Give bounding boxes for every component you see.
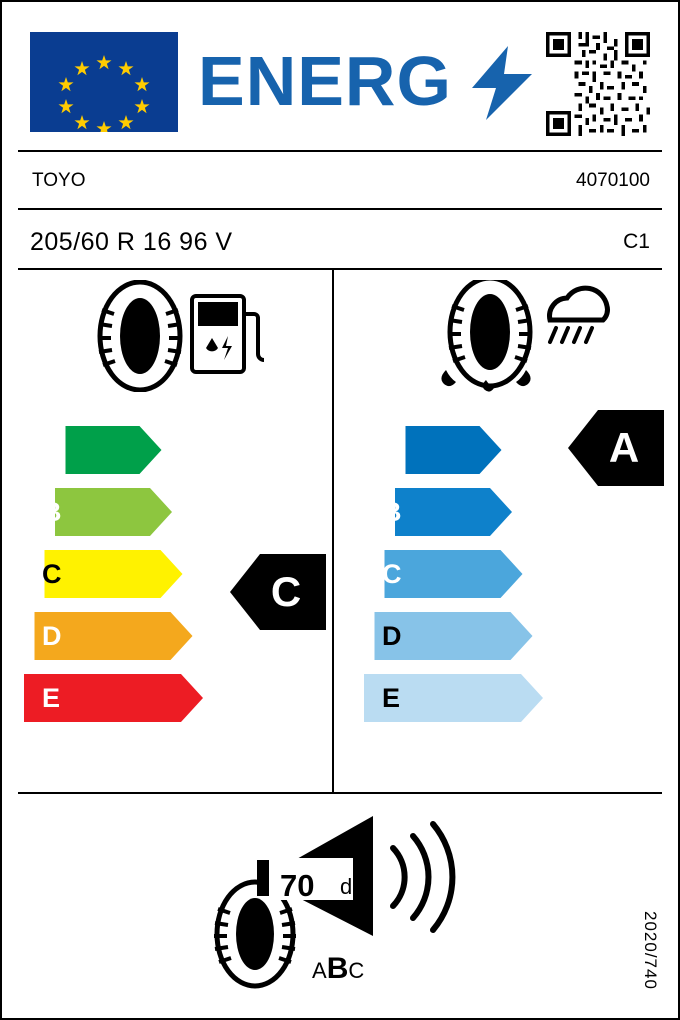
- grade-letter: E: [382, 682, 401, 713]
- grade-label-wrap: [24, 612, 182, 660]
- grade-label-wrap: [24, 550, 162, 598]
- page-title: ENERG: [198, 42, 452, 120]
- fuel-grade-a: [24, 426, 203, 474]
- qr-code-icon: [546, 32, 650, 136]
- wet-grade-e: [364, 674, 543, 722]
- wet-grade-c: [364, 550, 543, 598]
- eu-stars: [30, 32, 178, 132]
- divider-size: [18, 268, 662, 270]
- fuel-pump-icon: [192, 296, 264, 372]
- wet-grip-pictogram: [422, 280, 612, 392]
- tyre-size: 205/60 R 16 96 V: [30, 228, 233, 256]
- grade-letter: E: [42, 682, 61, 713]
- fuel-efficiency-pictogram: [84, 280, 264, 392]
- label-date: 2020/740: [641, 911, 660, 990]
- noise-class-b: B: [326, 952, 349, 985]
- grade-label-wrap: [24, 488, 141, 536]
- grade-letter: C: [382, 558, 402, 589]
- noise-unit: dB: [340, 874, 367, 899]
- divider-center: [332, 268, 334, 792]
- noise-value: 70: [280, 868, 315, 903]
- wet-grade-d: [364, 612, 543, 660]
- rain-cloud-icon: [550, 288, 608, 342]
- wet-grade-a: [364, 426, 543, 474]
- grade-letter: A: [42, 434, 62, 465]
- divider-noise: [18, 792, 662, 794]
- noise-class-c: C: [348, 958, 365, 983]
- grade-label-wrap: [364, 488, 481, 536]
- grade-label-wrap: [364, 426, 460, 474]
- fuel-grade-e: [24, 674, 203, 722]
- grade-letter: A: [382, 434, 402, 465]
- fuel-grade-c: [24, 550, 203, 598]
- grade-label-wrap: [364, 550, 502, 598]
- fuel-rating-letter: C: [270, 568, 302, 615]
- grade-label-wrap: [364, 674, 543, 722]
- wet-rating-letter: A: [608, 424, 640, 471]
- supplier-brand: TOYO: [32, 170, 86, 191]
- fuel-grade-b: [24, 488, 203, 536]
- label-header: [2, 2, 678, 150]
- grade-label-wrap: [364, 612, 522, 660]
- type-code: 4070100: [576, 170, 650, 191]
- divider-header: [18, 150, 662, 152]
- grade-letter: B: [382, 496, 402, 527]
- noise-class-a: A: [312, 958, 327, 983]
- wet-rating-pointer: [568, 410, 664, 486]
- wet-grade-scale: [364, 426, 543, 736]
- lightning-bolt-icon: [472, 46, 532, 120]
- grade-label-wrap: [24, 674, 203, 722]
- grade-label-wrap: [24, 426, 120, 474]
- fuel-rating-pointer: [230, 554, 326, 630]
- grade-letter: D: [382, 620, 402, 651]
- noise-class-scale: [312, 952, 364, 986]
- tyre-icon: [98, 282, 182, 390]
- fuel-grade-scale: [24, 426, 203, 736]
- divider-brand: [18, 208, 662, 210]
- tyre-class: C1: [623, 230, 650, 253]
- grade-letter: D: [42, 620, 62, 651]
- tyre-splash-icon: [441, 280, 532, 392]
- wet-grade-b: [364, 488, 543, 536]
- grade-letter: B: [42, 496, 62, 527]
- fuel-grade-d: [24, 612, 203, 660]
- grade-letter: C: [42, 558, 62, 589]
- eu-flag-icon: [30, 32, 178, 132]
